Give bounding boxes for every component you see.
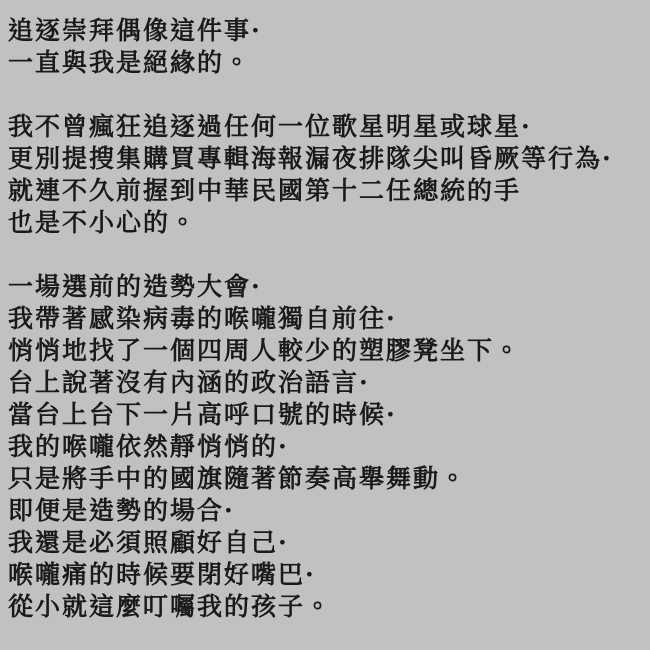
- poem-line: 更別提搜集購買專輯海報漏夜排隊尖叫昏厥等行為·: [8, 144, 613, 173]
- poem-line: 一直與我是絕緣的。: [8, 48, 252, 77]
- poem-line: 我帶著感染病毒的喉嚨獨自前往·: [8, 304, 397, 333]
- poem-line: 當台上台下一片高呼口號的時候·: [8, 400, 397, 429]
- poem-line: 追逐崇拜偶像這件事·: [8, 16, 262, 45]
- poem-line: 從小就這麼叮囑我的孩子。: [8, 592, 333, 621]
- poem-line: 喉嚨痛的時候要閉好嘴巴·: [8, 560, 316, 589]
- poem-line: 我的喉嚨依然靜悄悄的·: [8, 432, 289, 461]
- poem-stanza-1: [8, 15, 642, 79]
- poem-line: 也是不小心的。: [8, 208, 198, 237]
- poem-stanza-2: [8, 111, 642, 239]
- poem-line: 我還是必須照顧好自己·: [8, 528, 289, 557]
- poem-line: 一場選前的造勢大會·: [8, 272, 262, 301]
- poem-line: 即便是造勢的場合·: [8, 496, 235, 525]
- poem-line: 我不曾瘋狂追逐過任何一位歌星明星或球星·: [8, 112, 532, 141]
- poem-stanza-3: [8, 271, 642, 623]
- poem-line: 台上說著沒有內涵的政治語言·: [8, 368, 370, 397]
- poem-line: 就連不久前握到中華民國第十二任總統的手: [8, 176, 522, 205]
- poem-line: 悄悄地找了一個四周人較少的塑膠凳坐下。: [8, 336, 522, 365]
- poem-line: 只是將手中的國旗隨著節奏高舉舞動。: [8, 464, 468, 493]
